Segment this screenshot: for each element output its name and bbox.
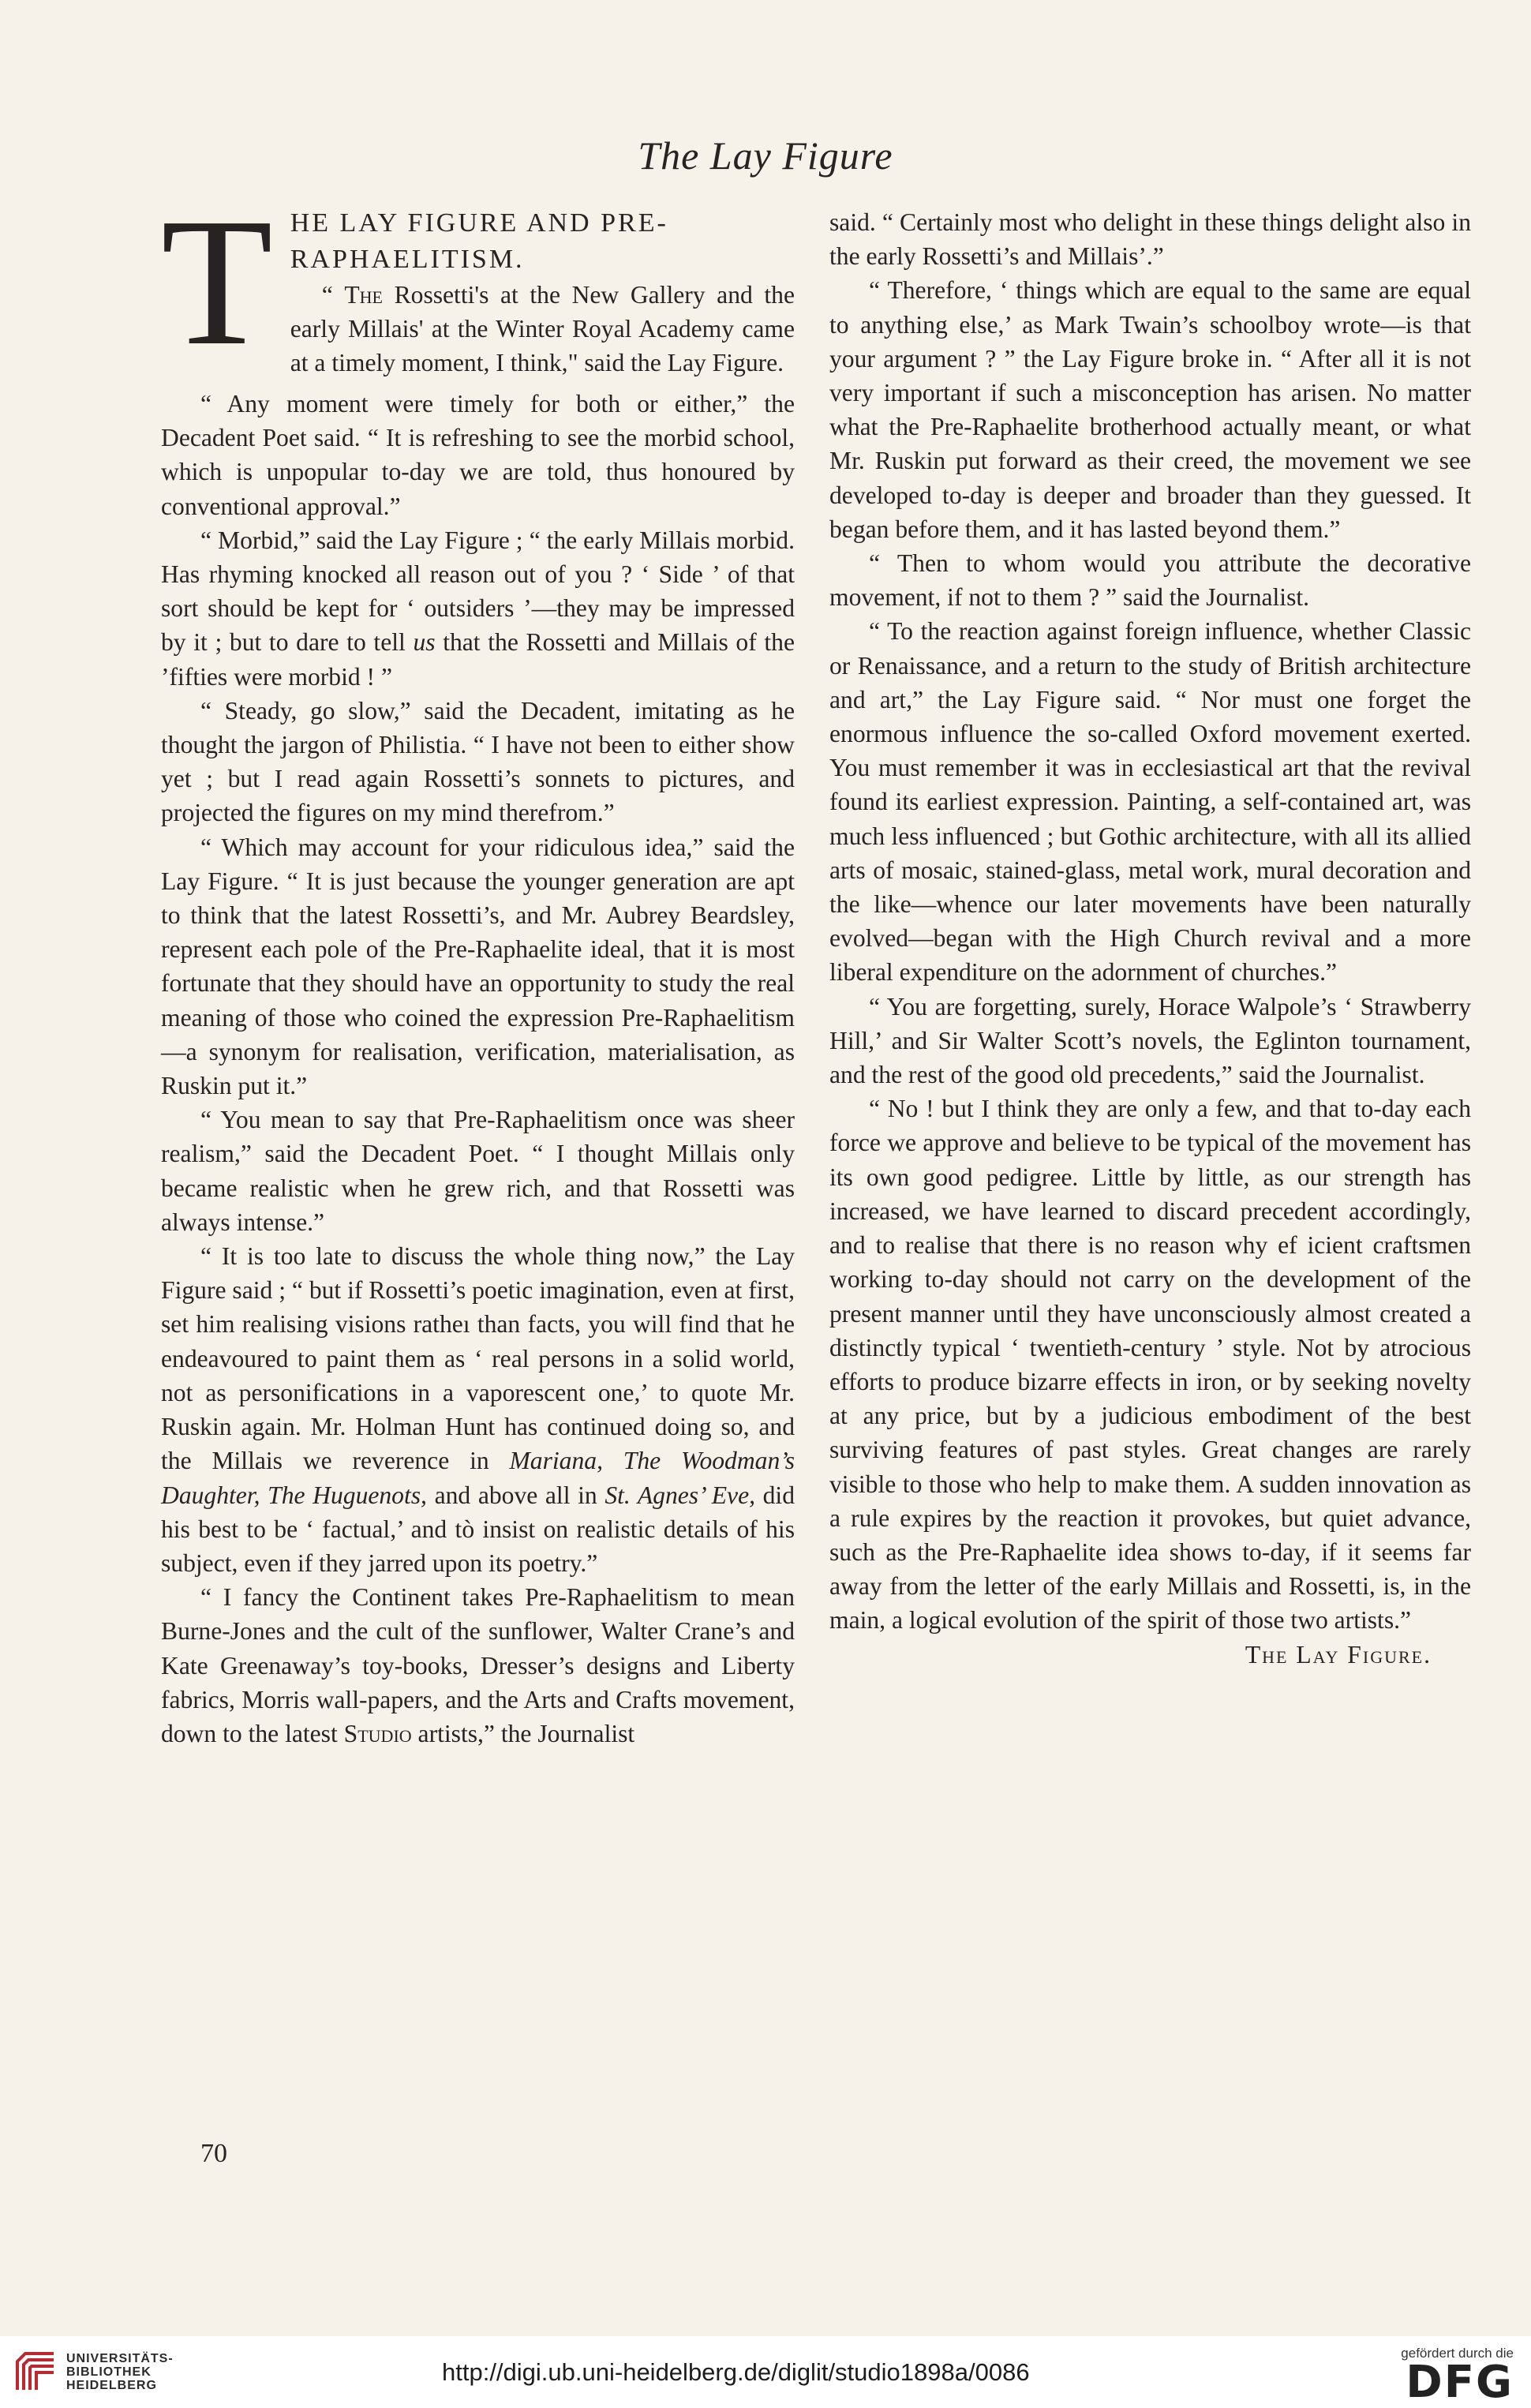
viewer-footer: [0, 2336, 1531, 2406]
library-name-line: HEIDELBERG: [66, 2379, 157, 2392]
italic-word: us: [413, 628, 436, 657]
paragraph-text: did his best to be ‘ factual,’ and tò insist on realistic details of his subject, even if they jarred upon its poetry.”: [161, 1481, 795, 1577]
paragraph: “ To the reaction against foreign influence, whether Classic or Renaissance, and a return to the study of British architecture and art,” the Lay Figure said. “ Nor must one forget the enormous influence the so-called Oxford movement exerted. You must remember it was in ecclesiastical art that the revival found its earliest expression. Painting, a self-contained art, was much less influenced ; but Gothic architecture, with all its allied arts of mosaic, stained-glass, metal work, mural decoration and the like—whence our later movements have been naturally evolved—began with the High Church revival and a more liberal expenditure on the adornment of churches.”: [829, 617, 1471, 987]
paragraph: “ You are forgetting, surely, Horace Walpole’s ‘ Strawberry Hill,’ and Sir Walter Scott’s novels, the Eglinton tournament, and the rest of the good old precedents,” said the Journalist.: [829, 992, 1471, 1089]
paragraph-text: “ Morbid,” said the Lay Figure ; “ the early Millais morbid. Has rhyming knocked all reason out of you ? ‘ Side ’ of that sort should be kept for ‘ outsiders ’—they may be impressed by it ; but to dare to tell: [161, 526, 795, 657]
italic-title: St. Agnes’ Eve,: [605, 1481, 755, 1509]
paragraph: “ The Rossetti's at the New Gallery and the early Millais' at the Winter Royal Academy came at a timely moment, I think," said the Lay Figure.: [290, 281, 795, 377]
source-url-link[interactable]: http://digi.ub.uni-heidelberg.de/diglit/studio1898a/0086: [442, 2358, 1030, 2386]
paragraph: [161, 523, 795, 694]
paragraph: “ Which may account for your ridiculous idea,” said the Lay Figure. “ It is just because the younger generation are apt to think that the latest Rossetti’s, and Mr. Aubrey Beardsley, represent each pole of the Pre-Raphaelite ideal, that it is most fortunate that they should have an opportunity to study the real meaning of those who coined the expression Pre-Raphaelitism—a synonym for realisation, verification, materialisation, as Ruskin put it.”: [161, 833, 795, 1100]
small-caps-word: The: [344, 281, 383, 309]
paragraph-text: “ It is too late to discuss the whole thing now,” the Lay Figure said ; “ but if Rossetti’s poetic imagination, even at first, set him realising visions ratheı than facts, you will find that he endeavoured to paint them as ‘ real persons in a solid world, not as personifications in a vaporescent one,’ to quote Mr. Ruskin again. Mr. Holman Hunt has continued doing so, and the Millais we reverence in: [161, 1242, 795, 1475]
signature: The Lay Figure.: [1245, 1640, 1432, 1668]
library-logo-icon: [14, 2350, 57, 2393]
drop-cap: T: [161, 181, 273, 384]
paragraph-text: and above all in: [426, 1481, 605, 1509]
article-left-column: [161, 181, 795, 1751]
paragraph: [161, 1239, 795, 1580]
paragraph-text: artists,” the Journalist: [411, 1719, 635, 1747]
library-name: [66, 2352, 174, 2392]
library-name-line: BIBLIOTHEK: [66, 2365, 152, 2379]
article-right-column: [829, 205, 1471, 1672]
paragraph: “ Steady, go slow,” said the Decadent, imitating as he thought the jargon of Philistia. “ I have not been to either show yet ; but I read again Rossetti’s sonnets to pictures, and projected the figures on my mind therefrom.”: [161, 696, 795, 827]
paragraph-text: that the Rossetti and Millais of the ’fifties were morbid ! ”: [161, 628, 795, 691]
italic-titles: Mariana, The Woodman’s Daughter, The Huguenots,: [161, 1447, 795, 1509]
dfg-logo: DFG: [1406, 2357, 1514, 2408]
paragraph: “ You mean to say that Pre-Raphaelitism once was sheer realism,” said the Decadent Poet. “ I thought Millais only became realistic when he grew rich, and that Rossetti was always intense.”: [161, 1106, 795, 1236]
article-title: HE LAY FIGURE AND PRE-RAPHAELITISM.: [290, 208, 668, 274]
paragraph: “ No ! but I think they are only a few, and that to-day each force we approve and believe to be typical of the movement has its own good pedigree. Little by little, as our strength has increased, we have learned to discard precedent accordingly, and to realise that there is no reason why ef icient craftsmen working to-day should not carry on the development of the present manner until they have unconsciously almost created a distinctly typical ‘ twentieth-century ’ style. Not by atrocious efforts to produce bizarre effects in iron, or by seeking novelty at any price, but by a judicious embodiment of the best surviving features of past styles. Great changes are rarely visible to those who help to make them. A sudden innovation as a rule expires by the reaction it provokes, but quiet advance, such as the Pre-Raphaelite idea shows to-day, if it seems far away from the letter of the early Millais and Rossetti, is, in the main, a logical evolution of the spirit of those two artists.”: [829, 1095, 1471, 1635]
paragraph: said. “ Certainly most who delight in these things delight also in the early Rossetti’s and Millais’.”: [829, 208, 1471, 271]
page-number: 70: [200, 2139, 227, 2168]
article-title-block: [161, 181, 795, 387]
paragraph: [161, 1580, 795, 1751]
library-name-line: UNIVERSITÄTS-: [66, 2352, 174, 2365]
funding-note: gefördert durch die: [1401, 2346, 1514, 2361]
running-head: The Lay Figure: [638, 133, 893, 178]
paragraph-text: “ I fancy the Continent takes Pre-Raphaelitism to mean Burne-Jones and the cult of the sunflower, Walter Crane’s and Kate Greenaway’s toy-books, Dresser’s designs and Liberty fabrics, Morris wall-papers, and the Arts and Crafts movement, down to the latest: [161, 1583, 795, 1747]
small-caps-word: Studio: [343, 1719, 412, 1747]
paragraph: “ Therefore, ‘ things which are equal to the same are equal to anything else,’ as Mark Twain’s schoolboy wrote—is that your argument ? ” the Lay Figure broke in. “ After all it is not very important if such a misconception has arisen. No matter what the Pre-Raphaelite brotherhood actually meant, or what Mr. Ruskin put forward as their creed, the movement we see developed to-day is deeper and broader than they guessed. It began before them, and it has lasted beyond them.”: [829, 276, 1471, 543]
paragraph-text: Rossetti's at the New Gallery and the early Millais' at the Winter Royal Academy came at a timely moment, I think," said the Lay Figure.: [290, 281, 795, 377]
paragraph: “ Then to whom would you attribute the decorative movement, if not to them ? ” said the Journalist.: [829, 549, 1471, 612]
paragraph: “ Any moment were timely for both or either,” the Decadent Poet said. “ It is refreshing to see the morbid school, which is unpopular to-day we are told, thus honoured by conventional approval.”: [161, 390, 795, 520]
